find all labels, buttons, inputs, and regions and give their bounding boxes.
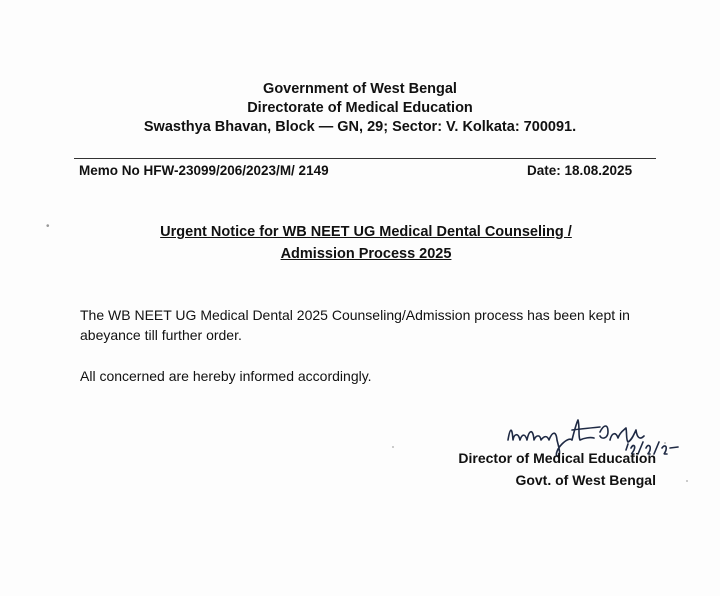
paper-speck bbox=[664, 442, 666, 444]
paper-speck bbox=[686, 480, 688, 482]
header-divider bbox=[74, 158, 656, 159]
signatory-org: Govt. of West Bengal bbox=[515, 472, 656, 488]
memo-number: Memo No HFW-23099/206/2023/M/ 2149 bbox=[79, 163, 329, 178]
subject-line-1: Urgent Notice for WB NEET UG Medical Dental Counseling / bbox=[160, 224, 572, 240]
paper-speck bbox=[392, 446, 394, 448]
notice-subject bbox=[0, 221, 720, 265]
signatory-title: Director of Medical Education bbox=[458, 450, 656, 466]
body-paragraph-2: All concerned are hereby informed accordingly. bbox=[80, 368, 372, 384]
body-paragraph-1: The WB NEET UG Medical Dental 2025 Counseling/Admission process has been kept in abeyance till further order. bbox=[80, 307, 630, 343]
subject-line-2: Admission Process 2025 bbox=[280, 246, 452, 262]
letterhead-address: Swasthya Bhavan, Block — GN, 29; Sector: V. Kolkata: 700091. bbox=[143, 119, 577, 135]
letterhead bbox=[0, 80, 720, 137]
letterhead-government: Government of West Bengal bbox=[263, 81, 457, 97]
letterhead-directorate: Directorate of Medical Education bbox=[247, 100, 473, 116]
signatory-block bbox=[440, 447, 656, 491]
paper-speck: • bbox=[46, 221, 50, 232]
memo-date: Date: 18.08.2025 bbox=[527, 163, 633, 178]
